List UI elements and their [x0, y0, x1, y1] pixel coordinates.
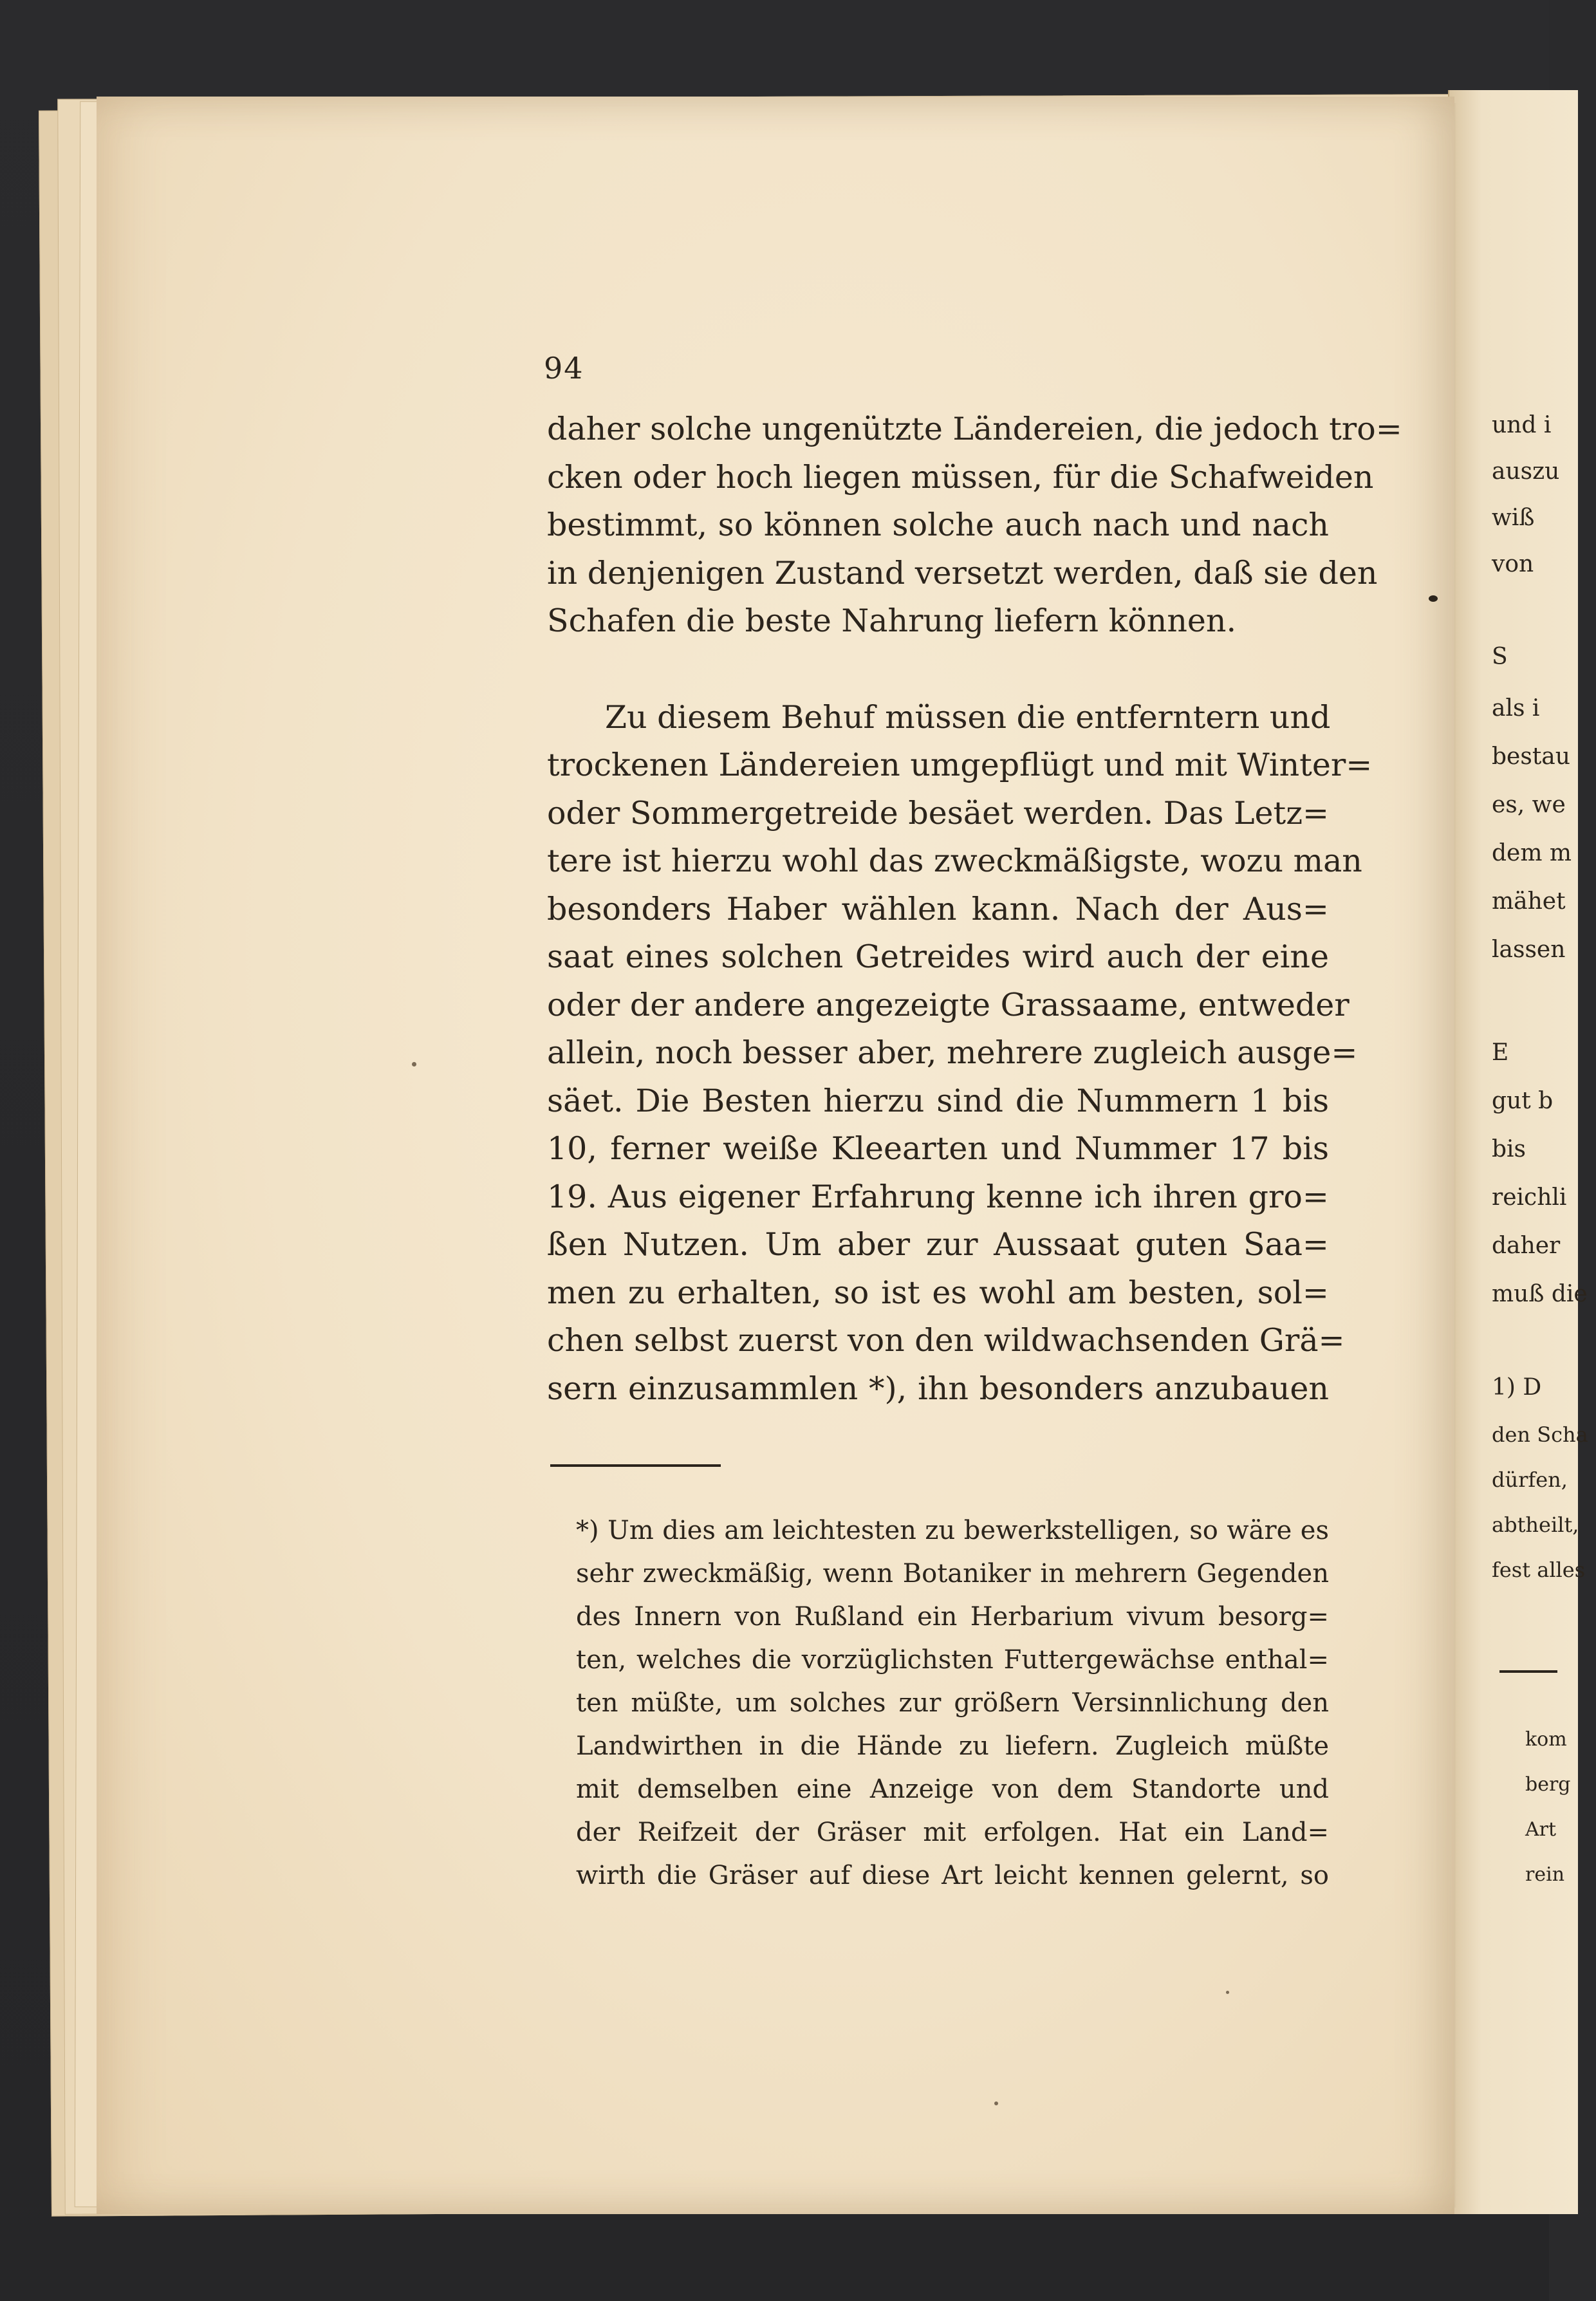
facing-fragment: lassen: [1492, 936, 1566, 963]
text-line: Schafen die beste Nahrung liefern können.: [547, 602, 1237, 639]
facing-fragment: gut b: [1492, 1088, 1554, 1114]
footnote-line: Landwirthen in die Hände zu liefern. Zugleich müßte: [576, 1731, 1329, 1761]
facing-fragment: berg: [1525, 1773, 1571, 1796]
facing-fragment: daher: [1492, 1233, 1561, 1259]
footnote-line: der Reifzeit der Gräser mit erfolgen. Hat ein Land=: [576, 1818, 1329, 1847]
facing-fragment: reichli: [1492, 1184, 1567, 1211]
text-line: sern einzusammlen *), ihn besonders anzubauen: [547, 1370, 1329, 1407]
facing-footnote-divider: [1499, 1670, 1557, 1673]
facing-fragment: und i: [1492, 412, 1552, 438]
text-line: men zu erhalten, so ist es wohl am besten, sol=: [547, 1274, 1329, 1311]
page-number: 94: [544, 351, 584, 386]
facing-fragment: fest alles: [1492, 1558, 1586, 1582]
footnote-divider: [550, 1464, 721, 1467]
facing-fragment: E: [1492, 1039, 1509, 1066]
footnote-line: sehr zweckmäßig, wenn Botaniker in mehrern Gegenden: [576, 1559, 1329, 1588]
text-line: chen selbst zuerst von den wildwachsenden Grä=: [547, 1322, 1345, 1359]
footnote-line: ten, welches die vorzüglichsten Futtergewächse enthal=: [576, 1645, 1329, 1675]
facing-fragment: es, we: [1492, 792, 1566, 818]
text-line: in denjenigen Zustand versetzt werden, daß sie den: [547, 554, 1378, 592]
facing-fragment: bestau: [1492, 743, 1570, 770]
text-line: saat eines solchen Getreides wird auch der eine: [547, 938, 1329, 975]
footnote-line: wirth die Gräser auf diese Art leicht kennen gelernt, so: [576, 1861, 1329, 1890]
facing-fragment: wiß: [1492, 505, 1535, 531]
facing-fragment: 1) D: [1492, 1374, 1542, 1401]
facing-fragment: rein: [1525, 1863, 1565, 1886]
text-line: 10, ferner weiße Kleearten und Nummer 17 bis: [547, 1130, 1329, 1167]
paper-speck: [412, 1062, 416, 1067]
paper-speck: [994, 2101, 998, 2105]
facing-fragment: kom: [1525, 1728, 1567, 1751]
facing-fragment: dem m: [1492, 840, 1572, 866]
facing-fragment: von: [1492, 551, 1534, 577]
text-line: bestimmt, so können solche auch nach und nach: [547, 507, 1329, 543]
text-line: ßen Nutzen. Um aber zur Aussaat guten Saa=: [547, 1226, 1329, 1263]
footnote: [576, 1509, 1329, 1897]
text-line: daher solche ungenützte Ländereien, die jedoch tro=: [547, 411, 1402, 447]
text-line: allein, noch besser aber, mehrere zugleich ausge=: [547, 1034, 1358, 1071]
text-line: 19. Aus eigener Erfahrung kenne ich ihren gro=: [547, 1178, 1329, 1215]
facing-fragment: mähet: [1492, 888, 1566, 915]
text-line: Zu diesem Behuf müssen die entferntern und: [605, 698, 1331, 736]
text-line: besonders Haber wählen kann. Nach der Aus=: [547, 890, 1329, 927]
footnote-line: *) Um dies am leichtesten zu bewerkstelligen, so wäre es: [576, 1516, 1329, 1545]
facing-fragment: als i: [1492, 695, 1540, 722]
text-line: säet. Die Besten hierzu sind die Nummern 1 bis: [547, 1082, 1329, 1119]
binding-mark: [1429, 595, 1438, 602]
text-line: tere ist hierzu wohl das zweckmäßigste, wozu man: [547, 843, 1362, 879]
text-line: trockenen Ländereien umgepflügt und mit Winter=: [547, 747, 1373, 783]
facing-fragment: bis: [1492, 1136, 1526, 1162]
footnote-line: des Innern von Rußland ein Herbarium vivum besorg=: [576, 1602, 1329, 1632]
facing-fragment: Art: [1525, 1818, 1557, 1841]
paper-speck: [1226, 1991, 1229, 1994]
footnote-line: ten müßte, um solches zur größern Versinnlichung den: [576, 1688, 1329, 1718]
facing-fragment: auszu: [1492, 458, 1560, 485]
facing-fragment: muß die: [1492, 1281, 1588, 1307]
body-text: [547, 405, 1402, 1413]
text-line: oder der andere angezeigte Grassaame, entweder: [547, 986, 1350, 1023]
facing-fragment: abtheilt,: [1492, 1513, 1579, 1537]
text-line: oder Sommergetreide besäet werden. Das Letz=: [547, 794, 1330, 832]
facing-fragment: S: [1492, 644, 1508, 670]
facing-fragment: den Scha: [1492, 1422, 1588, 1447]
facing-fragment: dürfen,: [1492, 1467, 1568, 1492]
text-line: cken oder hoch liegen müssen, für die Schafweiden: [547, 458, 1374, 496]
footnote-line: mit demselben eine Anzeige von dem Standorte und: [576, 1775, 1329, 1804]
